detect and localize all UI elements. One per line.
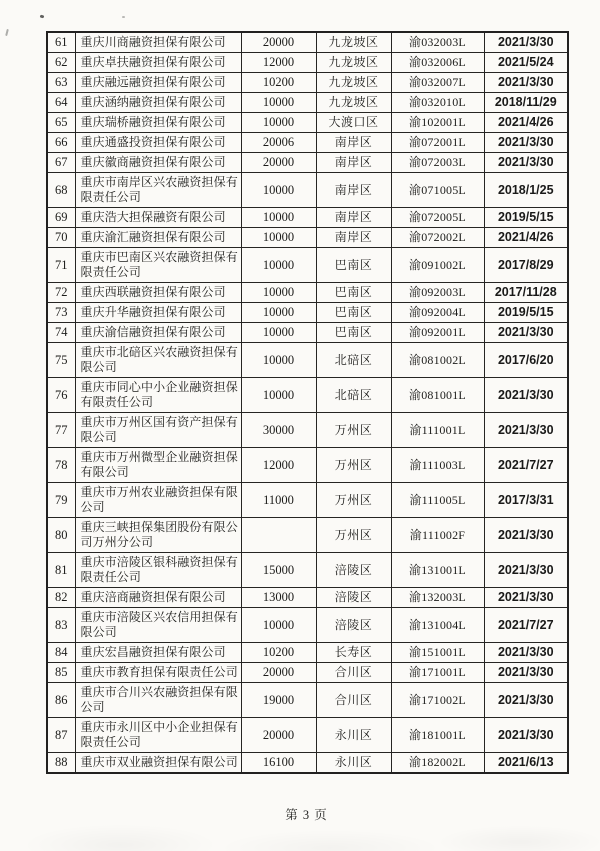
registered-capital-cell: 12000 [241, 53, 316, 73]
date-cell: 2021/3/30 [484, 553, 568, 588]
company-table-body [47, 32, 568, 773]
table-row [47, 323, 568, 343]
district-cell: 九龙坡区 [316, 73, 391, 93]
district-cell: 巴南区 [316, 248, 391, 283]
registered-capital-cell: 10000 [241, 93, 316, 113]
license-number-cell: 渝072003L [391, 153, 484, 173]
date-cell: 2021/7/27 [484, 608, 568, 643]
seq-cell: 81 [47, 553, 75, 588]
seq-cell: 73 [47, 303, 75, 323]
table-row [47, 448, 568, 483]
table-row [47, 483, 568, 518]
license-number-cell: 渝091002L [391, 248, 484, 283]
registered-capital-cell: 10000 [241, 283, 316, 303]
district-cell: 永川区 [316, 718, 391, 753]
district-cell: 南岸区 [316, 208, 391, 228]
registered-capital-cell: 10000 [241, 303, 316, 323]
district-cell: 万州区 [316, 518, 391, 553]
license-number-cell: 渝032010L [391, 93, 484, 113]
district-cell: 南岸区 [316, 133, 391, 153]
license-number-cell: 渝171002L [391, 683, 484, 718]
seq-cell: 87 [47, 718, 75, 753]
date-cell: 2018/1/25 [484, 173, 568, 208]
seq-cell: 86 [47, 683, 75, 718]
company-name-cell: 重庆市万州农业融资担保有限公司 [75, 483, 241, 518]
district-cell: 万州区 [316, 413, 391, 448]
table-row [47, 153, 568, 173]
company-name-cell: 重庆市万州区国有资产担保有限公司 [75, 413, 241, 448]
registered-capital-cell: 10000 [241, 173, 316, 208]
district-cell: 南岸区 [316, 153, 391, 173]
table-row [47, 663, 568, 683]
district-cell: 合川区 [316, 663, 391, 683]
license-number-cell: 渝072005L [391, 208, 484, 228]
date-cell: 2021/3/30 [484, 683, 568, 718]
table-row [47, 643, 568, 663]
registered-capital-cell [241, 518, 316, 553]
registered-capital-cell: 10000 [241, 248, 316, 283]
license-number-cell: 渝092003L [391, 283, 484, 303]
company-name-cell: 重庆瑞桥融资担保有限公司 [75, 113, 241, 133]
date-cell: 2021/3/30 [484, 518, 568, 553]
company-name-cell: 重庆川商融资担保有限公司 [75, 32, 241, 53]
table-row [47, 553, 568, 588]
district-cell: 巴南区 [316, 303, 391, 323]
district-cell: 九龙坡区 [316, 93, 391, 113]
seq-cell: 66 [47, 133, 75, 153]
license-number-cell: 渝151001L [391, 643, 484, 663]
license-number-cell: 渝181001L [391, 718, 484, 753]
date-cell: 2021/3/30 [484, 73, 568, 93]
registered-capital-cell: 10000 [241, 378, 316, 413]
registered-capital-cell: 20000 [241, 663, 316, 683]
date-cell: 2021/7/27 [484, 448, 568, 483]
company-name-cell: 重庆市南岸区兴农融资担保有限责任公司 [75, 173, 241, 208]
district-cell: 北碚区 [316, 378, 391, 413]
seq-cell: 79 [47, 483, 75, 518]
company-name-cell: 重庆渝汇融资担保有限公司 [75, 228, 241, 248]
company-name-cell: 重庆市万州微型企业融资担保有限公司 [75, 448, 241, 483]
seq-cell: 88 [47, 753, 75, 774]
district-cell: 九龙坡区 [316, 53, 391, 73]
registered-capital-cell: 20006 [241, 133, 316, 153]
license-number-cell: 渝132003L [391, 588, 484, 608]
district-cell: 巴南区 [316, 283, 391, 303]
seq-cell: 61 [47, 32, 75, 53]
license-number-cell: 渝081001L [391, 378, 484, 413]
table-row [47, 133, 568, 153]
registered-capital-cell: 10000 [241, 323, 316, 343]
registered-capital-cell: 10000 [241, 208, 316, 228]
seq-cell: 76 [47, 378, 75, 413]
district-cell: 合川区 [316, 683, 391, 718]
company-name-cell: 重庆涪商融资担保有限公司 [75, 588, 241, 608]
seq-cell: 71 [47, 248, 75, 283]
license-number-cell: 渝092004L [391, 303, 484, 323]
company-name-cell: 重庆浩大担保融资有限公司 [75, 208, 241, 228]
date-cell: 2021/5/24 [484, 53, 568, 73]
table-row [47, 93, 568, 113]
registered-capital-cell: 11000 [241, 483, 316, 518]
company-name-cell: 重庆融远融资担保有限公司 [75, 73, 241, 93]
registered-capital-cell: 20000 [241, 718, 316, 753]
date-cell: 2019/5/15 [484, 303, 568, 323]
license-number-cell: 渝182002L [391, 753, 484, 774]
table-row [47, 228, 568, 248]
license-number-cell: 渝171001L [391, 663, 484, 683]
seq-cell: 84 [47, 643, 75, 663]
table-row [47, 343, 568, 378]
date-cell: 2021/3/30 [484, 663, 568, 683]
district-cell: 涪陵区 [316, 608, 391, 643]
table-row [47, 73, 568, 93]
license-number-cell: 渝071005L [391, 173, 484, 208]
company-name-cell: 重庆市同心中小企业融资担保有限责任公司 [75, 378, 241, 413]
date-cell: 2017/3/31 [484, 483, 568, 518]
page-number-footer: 第 3 页 [285, 808, 328, 822]
date-cell: 2021/3/30 [484, 153, 568, 173]
date-cell: 2021/3/30 [484, 718, 568, 753]
table-row [47, 303, 568, 323]
registered-capital-cell: 10200 [241, 643, 316, 663]
table-row [47, 113, 568, 133]
registered-capital-cell: 19000 [241, 683, 316, 718]
scan-speck [122, 16, 125, 18]
table-row [47, 283, 568, 303]
company-name-cell: 重庆宏昌融资担保有限公司 [75, 643, 241, 663]
company-name-cell: 重庆市涪陵区银科融资担保有限责任公司 [75, 553, 241, 588]
scan-speck [40, 14, 45, 18]
company-name-cell: 重庆涵纳融资担保有限公司 [75, 93, 241, 113]
company-name-cell: 重庆市合川兴农融资担保有限公司 [75, 683, 241, 718]
license-number-cell: 渝092001L [391, 323, 484, 343]
license-number-cell: 渝111003L [391, 448, 484, 483]
date-cell: 2021/3/30 [484, 588, 568, 608]
table-row [47, 718, 568, 753]
license-number-cell: 渝032006L [391, 53, 484, 73]
seq-cell: 65 [47, 113, 75, 133]
seq-cell: 69 [47, 208, 75, 228]
license-number-cell: 渝131004L [391, 608, 484, 643]
seq-cell: 85 [47, 663, 75, 683]
date-cell: 2018/11/29 [484, 93, 568, 113]
date-cell: 2019/5/15 [484, 208, 568, 228]
seq-cell: 62 [47, 53, 75, 73]
date-cell: 2017/6/20 [484, 343, 568, 378]
registered-capital-cell: 15000 [241, 553, 316, 588]
license-number-cell: 渝032003L [391, 32, 484, 53]
district-cell: 九龙坡区 [316, 32, 391, 53]
registered-capital-cell: 20000 [241, 153, 316, 173]
company-name-cell: 重庆升华融资担保有限公司 [75, 303, 241, 323]
table-row [47, 588, 568, 608]
license-number-cell: 渝072002L [391, 228, 484, 248]
district-cell: 南岸区 [316, 173, 391, 208]
district-cell: 涪陵区 [316, 588, 391, 608]
date-cell: 2021/3/30 [484, 643, 568, 663]
license-number-cell: 渝111005L [391, 483, 484, 518]
date-cell: 2017/8/29 [484, 248, 568, 283]
district-cell: 巴南区 [316, 323, 391, 343]
table-row [47, 248, 568, 283]
license-number-cell: 渝072001L [391, 133, 484, 153]
company-name-cell: 重庆西联融资担保有限公司 [75, 283, 241, 303]
date-cell: 2021/6/13 [484, 753, 568, 774]
district-cell: 南岸区 [316, 228, 391, 248]
company-name-cell: 重庆通盛投资担保有限公司 [75, 133, 241, 153]
table-row [47, 683, 568, 718]
company-name-cell: 重庆市教育担保有限责任公司 [75, 663, 241, 683]
district-cell: 涪陵区 [316, 553, 391, 588]
seq-cell: 77 [47, 413, 75, 448]
registered-capital-cell: 10000 [241, 343, 316, 378]
district-cell: 大渡口区 [316, 113, 391, 133]
date-cell: 2021/4/26 [484, 113, 568, 133]
table-row [47, 753, 568, 774]
seq-cell: 67 [47, 153, 75, 173]
date-cell: 2021/3/30 [484, 133, 568, 153]
company-name-cell: 重庆渝信融资担保有限公司 [75, 323, 241, 343]
seq-cell: 63 [47, 73, 75, 93]
table-row [47, 173, 568, 208]
table-row [47, 413, 568, 448]
scan-speck [5, 29, 9, 36]
seq-cell: 74 [47, 323, 75, 343]
registered-capital-cell: 10000 [241, 608, 316, 643]
date-cell: 2017/11/28 [484, 283, 568, 303]
district-cell: 长寿区 [316, 643, 391, 663]
district-cell: 万州区 [316, 483, 391, 518]
seq-cell: 78 [47, 448, 75, 483]
seq-cell: 83 [47, 608, 75, 643]
district-cell: 北碚区 [316, 343, 391, 378]
seq-cell: 64 [47, 93, 75, 113]
registered-capital-cell: 16100 [241, 753, 316, 774]
seq-cell: 68 [47, 173, 75, 208]
district-cell: 万州区 [316, 448, 391, 483]
seq-cell: 75 [47, 343, 75, 378]
seq-cell: 80 [47, 518, 75, 553]
license-number-cell: 渝111001L [391, 413, 484, 448]
table-row [47, 32, 568, 53]
license-number-cell: 渝102001L [391, 113, 484, 133]
date-cell: 2021/3/30 [484, 323, 568, 343]
table-row [47, 53, 568, 73]
table-row [47, 378, 568, 413]
registered-capital-cell: 20000 [241, 32, 316, 53]
company-name-cell: 重庆市双业融资担保有限公司 [75, 753, 241, 774]
date-cell: 2021/3/30 [484, 32, 568, 53]
table-row [47, 518, 568, 553]
company-name-cell: 重庆三峡担保集团股份有限公司万州分公司 [75, 518, 241, 553]
table-row [47, 608, 568, 643]
guarantee-company-table [46, 31, 569, 774]
seq-cell: 72 [47, 283, 75, 303]
license-number-cell: 渝131001L [391, 553, 484, 588]
company-name-cell: 重庆卓扶融资担保有限公司 [75, 53, 241, 73]
license-number-cell: 渝111002F [391, 518, 484, 553]
company-name-cell: 重庆市北碚区兴农融资担保有限公司 [75, 343, 241, 378]
registered-capital-cell: 10000 [241, 228, 316, 248]
company-name-cell: 重庆市巴南区兴农融资担保有限责任公司 [75, 248, 241, 283]
table-row [47, 208, 568, 228]
date-cell: 2021/4/26 [484, 228, 568, 248]
seq-cell: 70 [47, 228, 75, 248]
date-cell: 2021/3/30 [484, 413, 568, 448]
date-cell: 2021/3/30 [484, 378, 568, 413]
seq-cell: 82 [47, 588, 75, 608]
district-cell: 永川区 [316, 753, 391, 774]
registered-capital-cell: 13000 [241, 588, 316, 608]
license-number-cell: 渝081002L [391, 343, 484, 378]
company-name-cell: 重庆市永川区中小企业担保有限责任公司 [75, 718, 241, 753]
company-name-cell: 重庆市涪陵区兴农信用担保有限公司 [75, 608, 241, 643]
company-name-cell: 重庆徽商融资担保有限公司 [75, 153, 241, 173]
license-number-cell: 渝032007L [391, 73, 484, 93]
registered-capital-cell: 10000 [241, 113, 316, 133]
registered-capital-cell: 30000 [241, 413, 316, 448]
registered-capital-cell: 12000 [241, 448, 316, 483]
registered-capital-cell: 10200 [241, 73, 316, 93]
